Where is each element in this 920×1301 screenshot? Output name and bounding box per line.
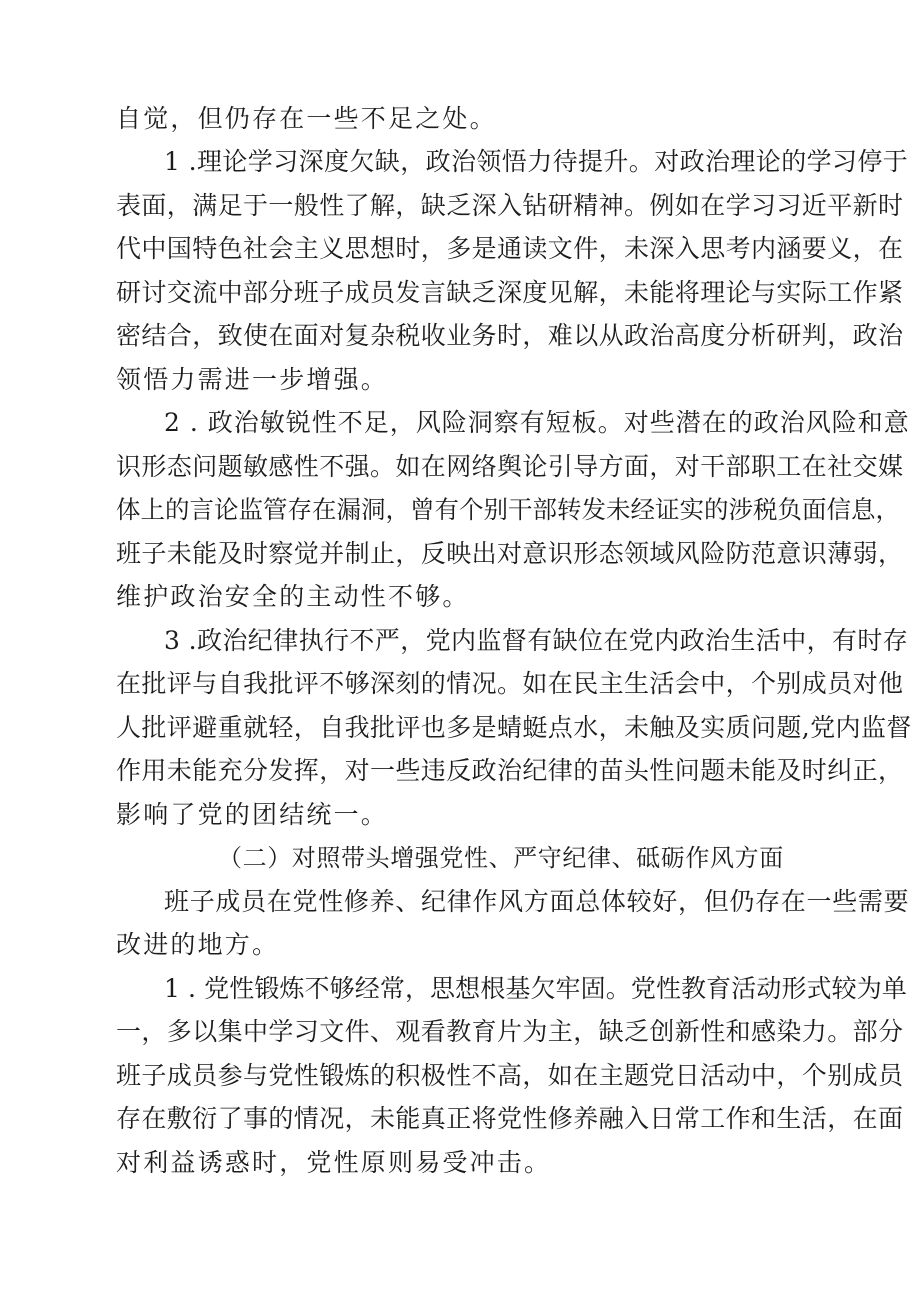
paragraph-line: 一，多以集中学习文件、观看教育片为主，缺乏创新性和感染力。部分 (116, 1017, 904, 1046)
paragraph-line: 表面，满足于一般性了解，缺乏深入钻研精神。例如在学习习近平新时 (116, 191, 904, 220)
paragraph-line: 人批评避重就轻，自我批评也多是蜻蜓点水，未触及实质问题,党内监督 (116, 713, 912, 742)
paragraph-line: 维护政治安全的主动性不够。 (116, 582, 470, 611)
section-heading: （二）对照带头增强党性、严守纪律、砥砺作风方面 (218, 844, 784, 872)
paragraph-line: 班子未能及时察觉并制止，反映出对意识形态领域风险防范意识薄弱， (116, 539, 904, 568)
paragraph-line: 体上的言论监管存在漏洞，曾有个别干部转发未经证实的涉税负面信息， (116, 495, 900, 524)
paragraph-line: 1 .理论学习深度欠缺，政治领悟力待提升。对政治理论的学习停于 (164, 147, 909, 176)
paragraph-line: 密结合，致使在面对复杂税收业务时，难以从政治高度分析研判，政治 (116, 321, 904, 350)
paragraph-line: 识形态问题敏感性不强。如在网络舆论引导方面，对干部职工在社交媒 (116, 452, 904, 481)
paragraph-line: 存在敷衍了事的情况，未能真正将党性修养融入日常工作和生活，在面 (116, 1104, 904, 1133)
paragraph-line: 在批评与自我批评不够深刻的情况。如在民主生活会中，个别成员对他 (116, 669, 904, 698)
paragraph-line: 对利益诱惑时，党性原则易受冲击。 (116, 1148, 552, 1177)
paragraph-line: 研讨交流中部分班子成员发言缺乏深度见解，未能将理论与实际工作紧 (116, 278, 904, 307)
paragraph-line: 作用未能充分发挥，对一些违反政治纪律的苗头性问题未能及时纠正， (116, 756, 904, 785)
paragraph-line: 改进的地方。 (116, 930, 280, 959)
paragraph-line: 2 . 政治敏锐性不足，风险洞察有短板。对些潜在的政治风险和意 (164, 408, 910, 437)
paragraph-line: 自觉，但仍存在一些不足之处。 (116, 104, 497, 133)
paragraph-line: 班子成员参与党性锻炼的积极性不高，如在主题党日活动中，个别成员 (116, 1061, 904, 1090)
paragraph-line: 1 . 党性锻炼不够经常，思想根基欠牢固。党性教育活动形式较为单 (164, 974, 907, 1003)
paragraph-line: 领悟力需进一步增强。 (116, 365, 389, 394)
paragraph-line: 3 .政治纪律执行不严，党内监督有缺位在党内政治生活中，有时存 (164, 626, 909, 655)
paragraph-line: 代中国特色社会主义思想时，多是通读文件，未深入思考内涵要义，在 (116, 234, 904, 263)
paragraph-line: 影响了党的团结统一。 (116, 800, 389, 829)
paragraph-line: 班子成员在党性修养、纪律作风方面总体较好，但仍存在一些需要 (164, 887, 910, 916)
